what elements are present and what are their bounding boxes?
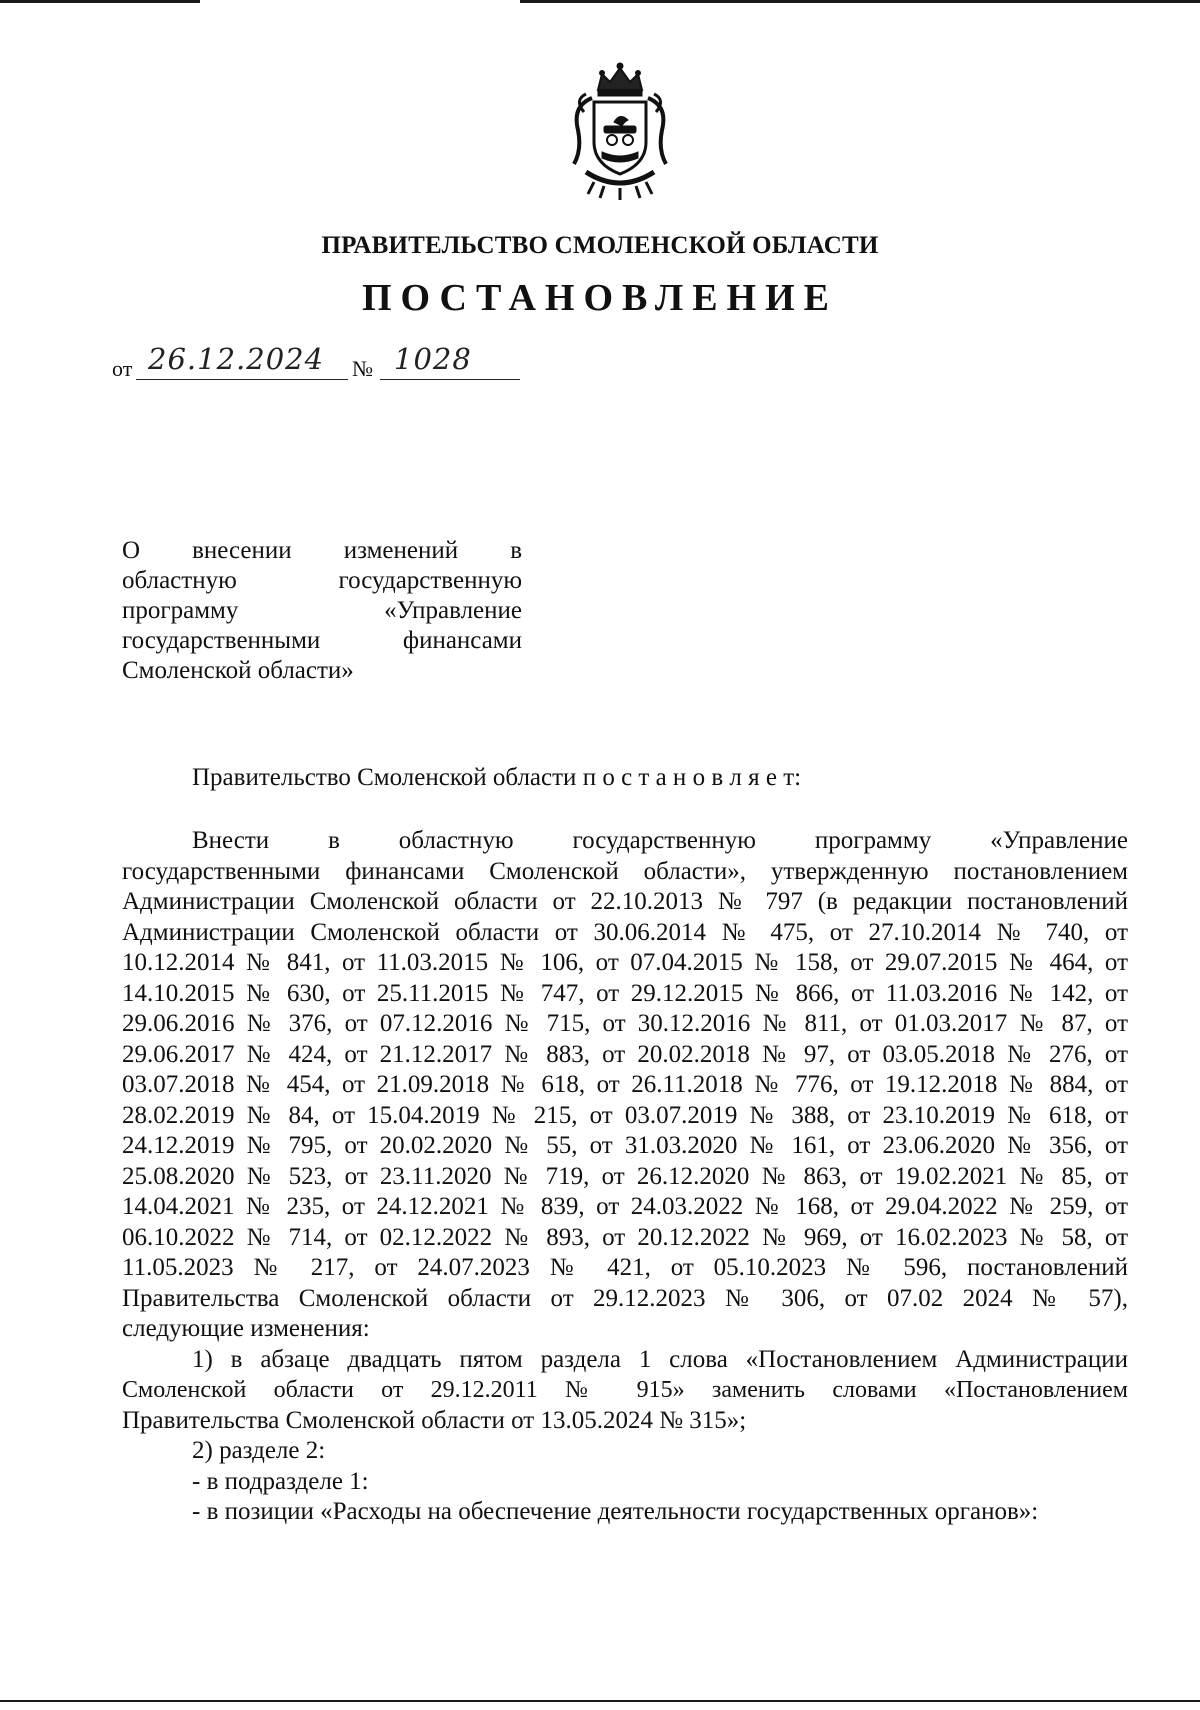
number-prefix: №	[352, 356, 373, 381]
subject-line: Смоленской области»	[122, 657, 354, 684]
body-line: государственными финансами Смоленской области», утвержденную постановлением	[122, 857, 1128, 885]
bottom-border-line	[0, 1700, 1200, 1702]
resolution-clause	[192, 764, 801, 792]
body-line: 29.06.2016 № 376, от 07.12.2016 № 715, от 30.12.2016 № 811, от 01.03.2017 № 87, от	[122, 1010, 1128, 1037]
handwritten-number: 1028	[394, 342, 472, 376]
body-line: - в позиции «Расходы на обеспечение деятельности государственных органов»:	[192, 1498, 1039, 1525]
subject-line: государственными финансами	[122, 627, 522, 654]
body-line: 14.04.2021 № 235, от 24.12.2021 № 839, от 24.03.2022 № 168, от 29.04.2022 № 259, от	[122, 1193, 1128, 1220]
body-line: 14.10.2015 № 630, от 25.11.2015 № 747, от 29.12.2015 № 866, от 11.03.2016 № 142, от	[122, 979, 1128, 1007]
body-line: 28.02.2019 № 84, от 15.04.2019 № 215, от 03.07.2019 № 388, от 23.10.2019 № 618, от	[122, 1101, 1128, 1129]
subject-line: О внесении изменений в	[122, 537, 522, 564]
body-line: Администрации Смоленской области от 22.10.2013 № 797 (в редакции постановлений	[122, 888, 1128, 915]
body-line: 29.06.2017 № 424, от 21.12.2017 № 883, от 20.02.2018 № 97, от 03.05.2018 № 276, от	[122, 1040, 1128, 1068]
body-line: Смоленской области от 29.12.2011 № 915» заменить словами «Постановлением	[122, 1377, 1128, 1403]
body-line: Внести в областную государственную программу «Управление	[192, 827, 1128, 854]
document-body	[122, 826, 1128, 1528]
body-line: Администрации Смоленской области от 30.06.2014 № 475, от 27.10.2014 № 740, от	[122, 918, 1128, 946]
resolution-verb: п о с т а н о в л я е т:	[582, 764, 802, 791]
body-line: 2) разделе 2:	[192, 1437, 326, 1464]
body-line: 03.07.2018 № 454, от 21.09.2018 № 618, от 26.11.2018 № 776, от 19.12.2018 № 884, от	[122, 1071, 1128, 1098]
number-underline	[380, 379, 520, 380]
handwritten-date: 26.12.2024	[148, 342, 325, 376]
date-underline	[136, 379, 348, 380]
top-border-line	[0, 0, 1200, 3]
body-line: 11.05.2023 № 217, от 24.07.2023 № 421, от 05.10.2023 № 596, постановлений	[122, 1254, 1128, 1281]
document-subject	[122, 536, 522, 686]
body-line: 10.12.2014 № 841, от 11.03.2015 № 106, от 07.04.2015 № 158, от 29.07.2015 № 464, от	[122, 949, 1128, 976]
body-line: - в подразделе 1:	[192, 1467, 369, 1495]
date-prefix: от	[112, 356, 133, 381]
document-type: ПОСТАНОВЛЕНИЕ	[361, 277, 839, 319]
resolution-intro: Правительство Смоленской области	[192, 764, 577, 791]
top-border-gap	[200, 0, 520, 3]
body-line: 1) в абзаце двадцать пятом раздела 1 слова «Постановлением Администрации	[192, 1345, 1128, 1373]
smolensk-coat-of-arms-icon	[564, 60, 676, 200]
government-name: ПРАВИТЕЛЬСТВО СМОЛЕНСКОЙ ОБЛАСТИ	[321, 232, 879, 259]
body-line: 24.12.2019 № 795, от 20.02.2020 № 55, от 31.03.2020 № 161, от 23.06.2020 № 356, от	[122, 1132, 1128, 1159]
body-line: Правительства Смоленской области от 29.12.2023 № 306, от 07.02 2024 № 57),	[122, 1284, 1128, 1312]
subject-line: программу «Управление	[122, 597, 522, 624]
subject-line: областную государственную	[122, 567, 522, 594]
body-line: 06.10.2022 № 714, от 02.12.2022 № 893, от 20.12.2022 № 969, от 16.02.2023 № 58, от	[122, 1223, 1128, 1251]
body-line: Правительства Смоленской области от 13.05.2024 № 315»;	[122, 1406, 747, 1434]
body-line: следующие изменения:	[122, 1315, 370, 1342]
body-line: 25.08.2020 № 523, от 23.11.2020 № 719, от 26.12.2020 № 863, от 19.02.2021 № 85, от	[122, 1162, 1128, 1190]
